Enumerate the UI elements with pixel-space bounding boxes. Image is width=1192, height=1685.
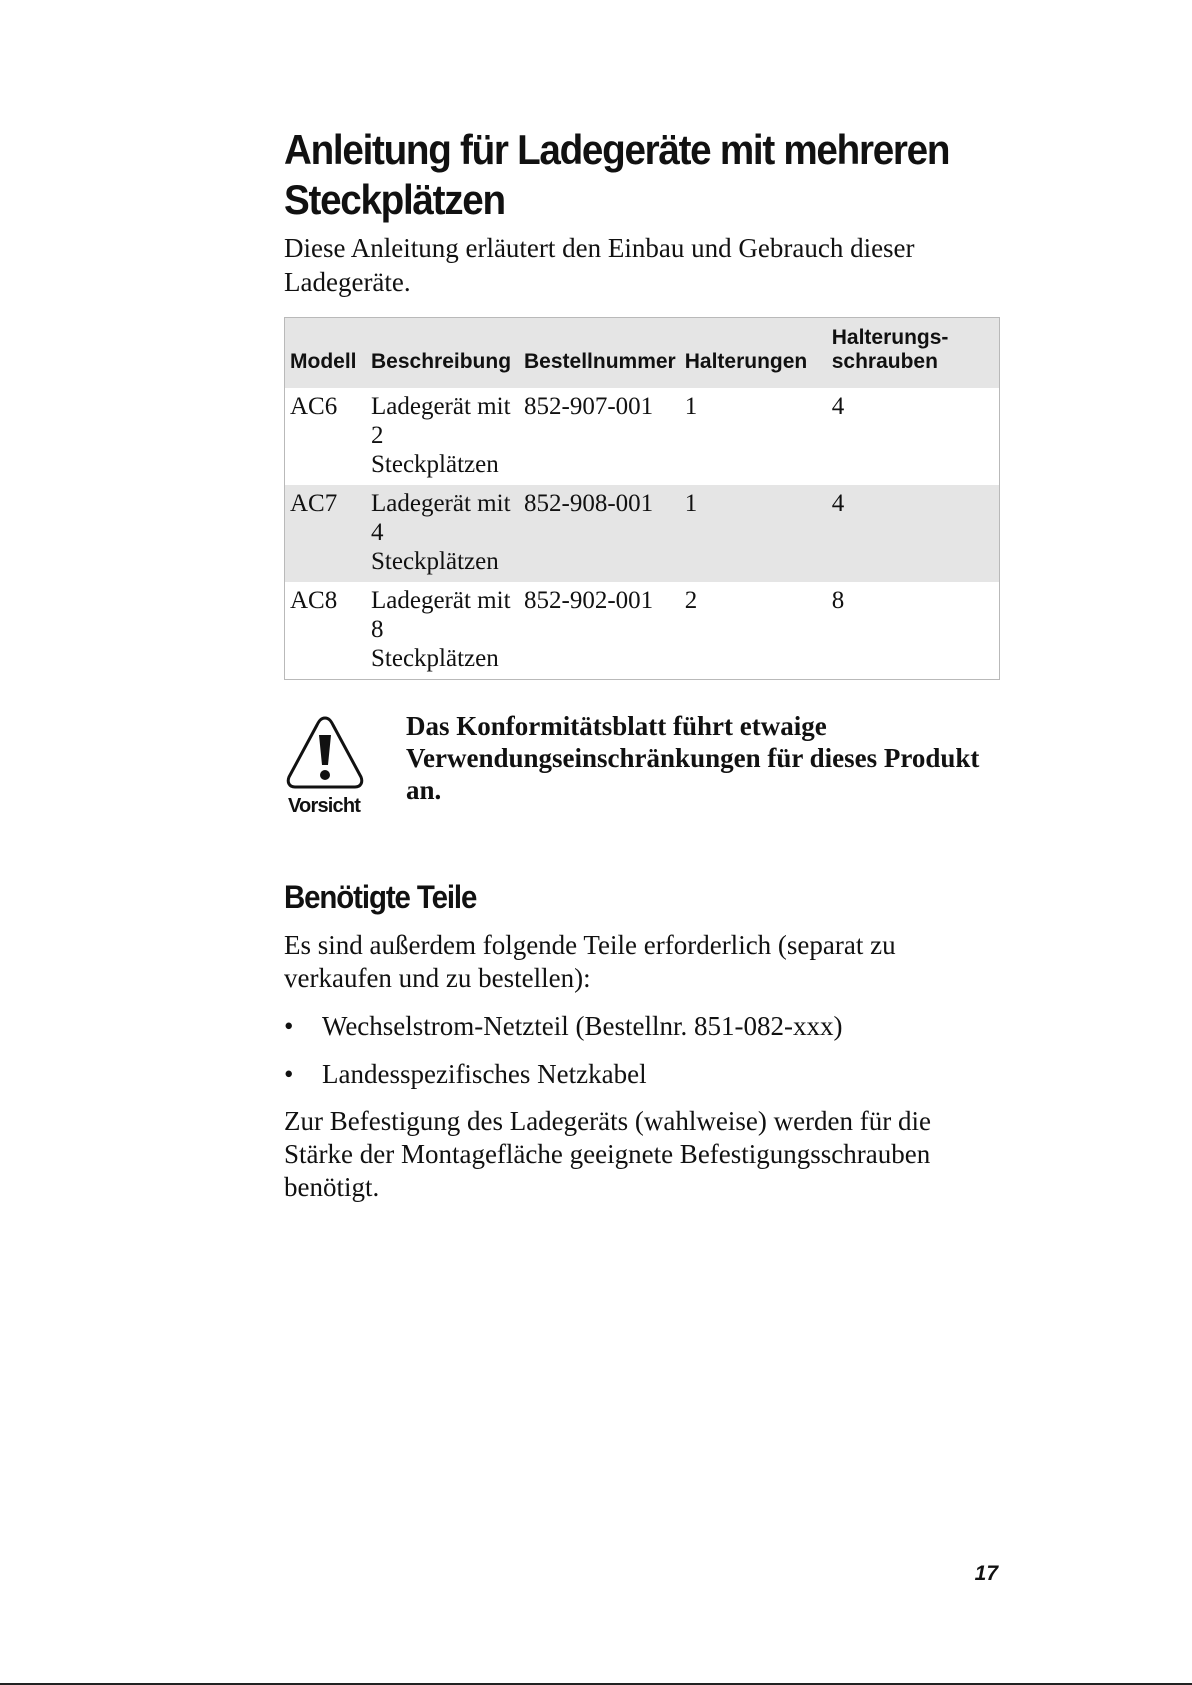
header-bestellnummer: Bestellnummer	[519, 318, 680, 389]
table-row	[285, 582, 1000, 680]
cell-beschreibung: Ladegerät mit 2 Steckplätzen	[371, 393, 511, 478]
caution-text: Das Konformitätsblatt führt etwaige Verwendungseinschränkungen für dieses Produkt an.	[406, 711, 980, 805]
bullet-icon: •	[284, 1011, 294, 1041]
cell-bestellnummer: 852-908-001	[519, 485, 680, 582]
list-item-text: Landesspezifisches Netzkabel	[322, 1059, 647, 1089]
cell-bestellnummer: 852-902-001	[524, 587, 654, 614]
cell-bestellnummer: 852-907-001	[524, 393, 654, 420]
cell-modell: AC8	[290, 587, 338, 614]
cell-halterungen: 2	[684, 587, 698, 614]
cell-beschreibung: Ladegerät mit 4 Steckplätzen	[366, 485, 519, 582]
header-modell: Modell	[285, 318, 367, 389]
closing-paragraph: Zur Befestigung des Ladegeräts (wahlweise) werden für die Stärke der Montagefläche geeignete Befestigungsschrauben benötigt.	[284, 1106, 931, 1202]
section-paragraph: Es sind außerdem folgende Teile erforderlich (separat zu verkaufen und zu bestellen):	[284, 930, 896, 993]
intro-paragraph: Diese Anleitung erläutert den Einbau und Gebrauch dieser Ladegeräte.	[284, 233, 915, 297]
cell-halterungen: 1	[684, 393, 698, 420]
caution-label: Vorsicht	[288, 795, 361, 817]
bullet-icon: •	[284, 1059, 294, 1089]
cell-schrauben: 8	[831, 587, 845, 614]
section-heading: Benötigte Teile	[284, 879, 477, 915]
list-item	[284, 1057, 999, 1091]
list-item	[284, 1009, 999, 1043]
warning-triangle-icon	[285, 715, 365, 795]
table-row	[285, 485, 1000, 582]
cell-schrauben: 4	[827, 485, 1000, 582]
parts-list	[284, 1009, 999, 1091]
caution-notice	[284, 710, 999, 840]
page-number: 17	[974, 1562, 998, 1585]
table-row	[285, 388, 1000, 485]
header-schrauben: Halterungs- schrauben	[827, 318, 1000, 389]
page-title: Anleitung für Ladegeräte mit mehreren Steckplätzen	[284, 126, 950, 223]
cell-beschreibung: Ladegerät mit 8 Steckplätzen	[371, 587, 511, 672]
list-item-text: Wechselstrom-Netzteil (Bestellnr. 851-082-xxx)	[322, 1011, 843, 1041]
cell-halterungen: 1	[680, 485, 827, 582]
model-table	[284, 317, 1000, 680]
header-beschreibung: Beschreibung	[366, 318, 519, 389]
cell-schrauben: 4	[831, 393, 845, 420]
caution-icon-block	[284, 715, 364, 818]
page-content	[284, 125, 999, 1204]
cell-modell: AC6	[290, 393, 338, 420]
header-halterungen: Halterungen	[680, 318, 827, 389]
cell-modell: AC7	[285, 485, 367, 582]
table-header-row	[285, 318, 1000, 389]
